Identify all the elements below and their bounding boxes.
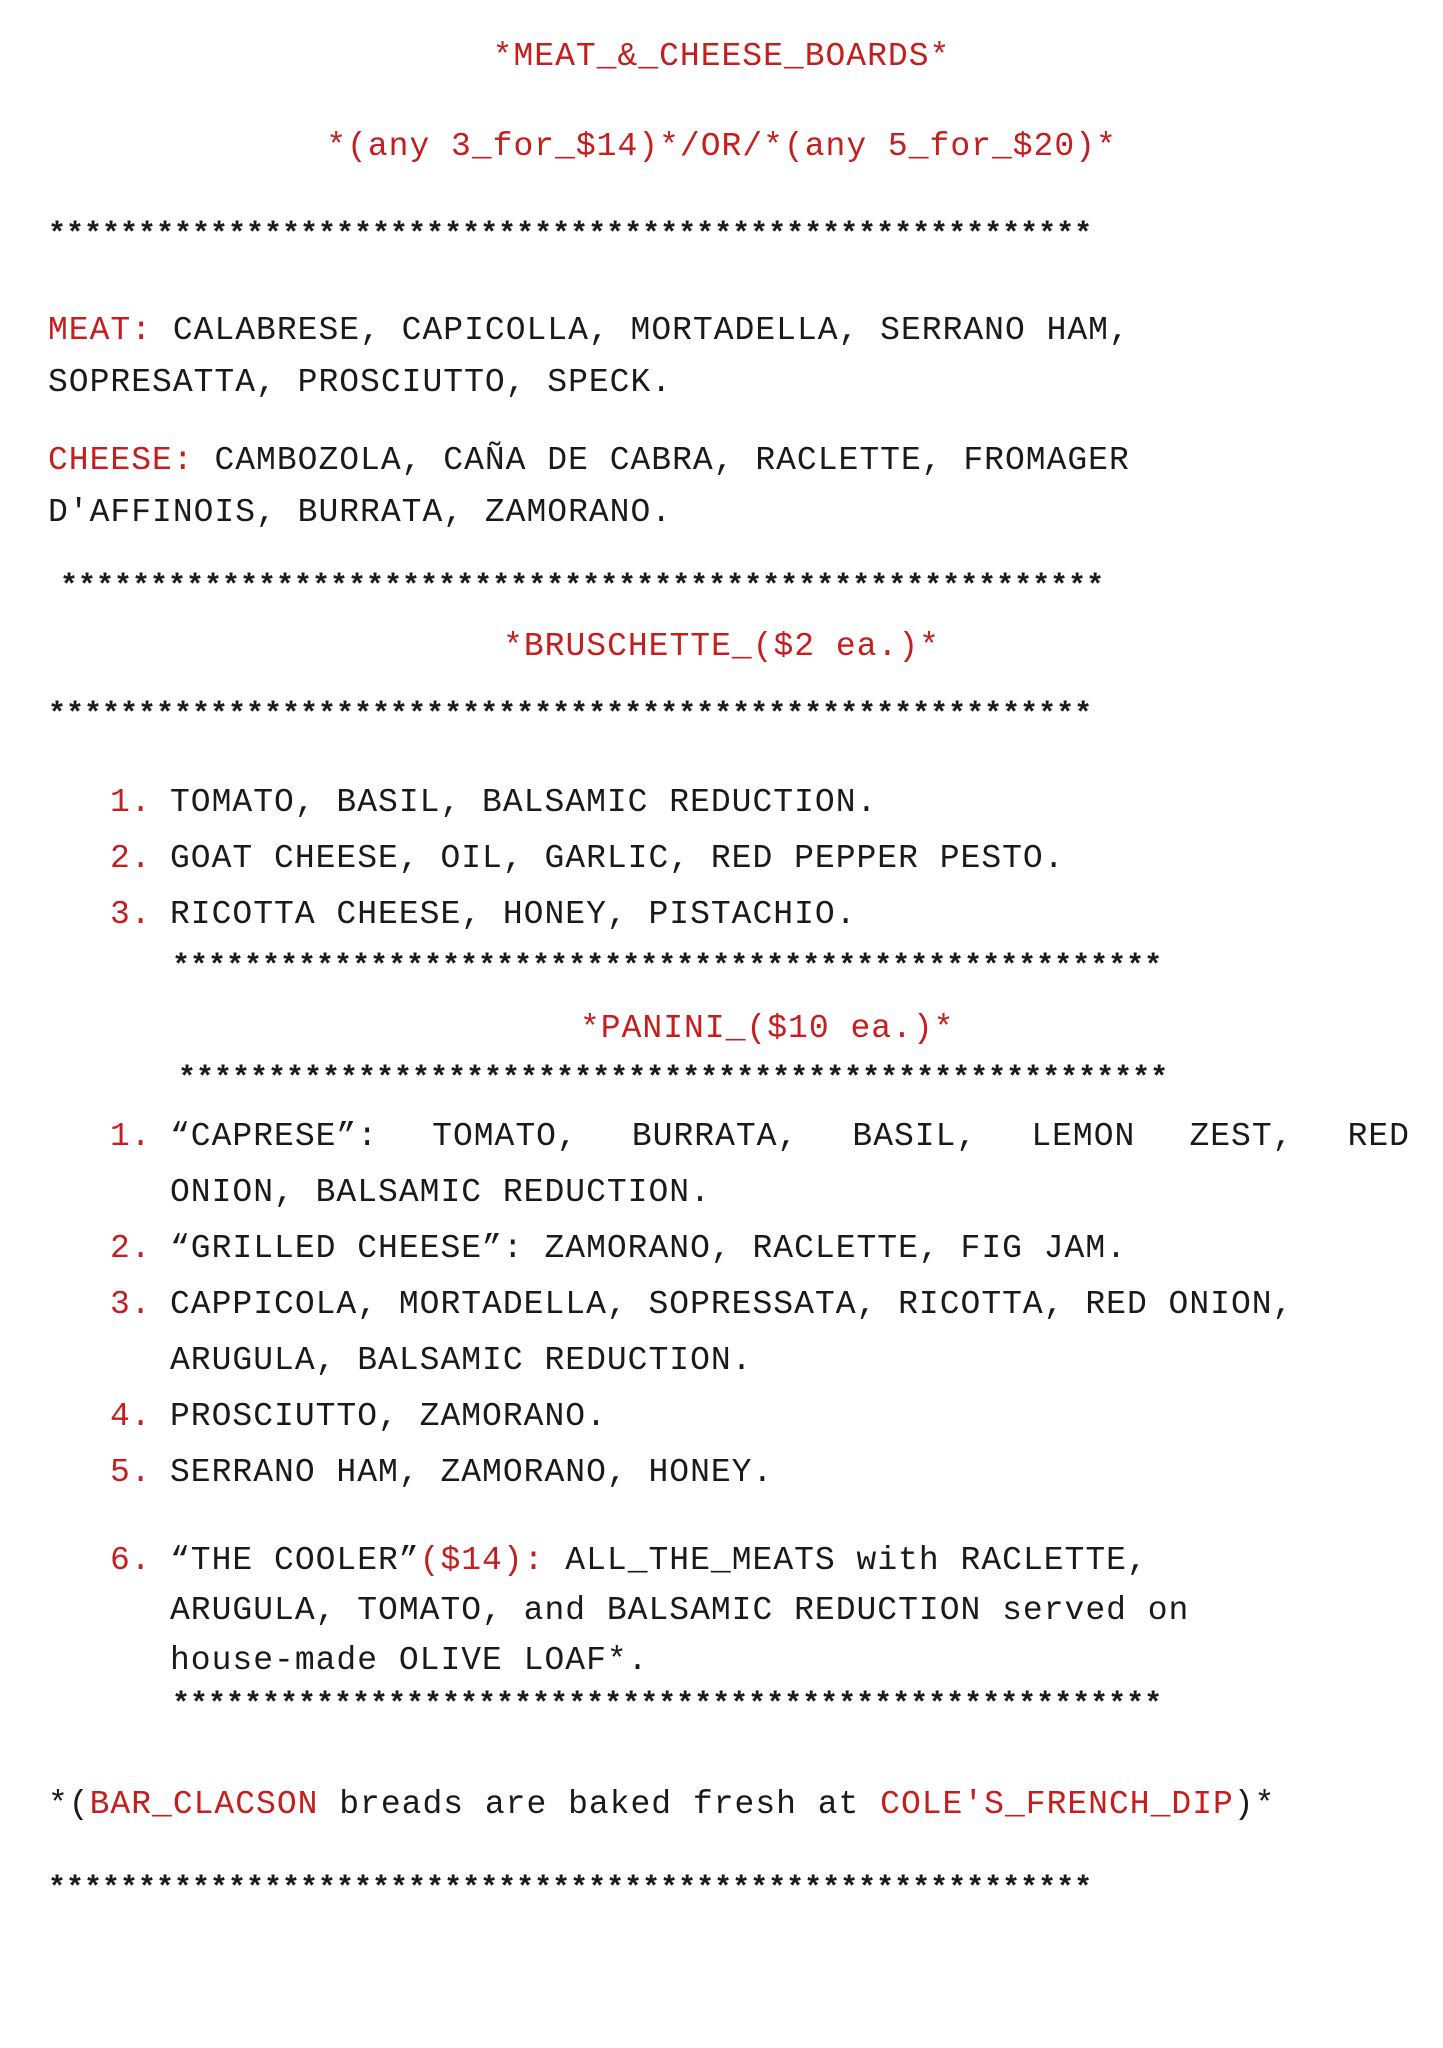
separator: ********************************************************** <box>48 1872 1093 1906</box>
word: ZEST, <box>1189 1118 1294 1155</box>
cheese-line-2: D'AFFINOIS, BURRATA, ZAMORANO. <box>48 494 673 531</box>
cheese-list: CAMBOZOLA, CAÑA DE CABRA, RACLETTE, FROMAGER <box>214 442 1130 479</box>
item-text: RICOTTA CHEESE, HONEY, PISTACHIO. <box>170 896 857 933</box>
item-number: 4. <box>110 1398 152 1435</box>
separator: ******************************************************* <box>172 1688 1163 1722</box>
meat-line-1 <box>48 312 1130 349</box>
bruschette-item-3 <box>110 896 857 933</box>
item-text: PROSCIUTTO, ZAMORANO. <box>170 1398 607 1435</box>
boards-title: *MEAT_&_CHEESE_BOARDS* <box>492 38 951 75</box>
item-price: ($14): <box>419 1542 545 1579</box>
cheese-label: CHEESE: <box>48 442 194 479</box>
boards-pricing: *(any 3_for_$14)*/OR/*(any 5_for_$20)* <box>326 128 1117 165</box>
panini-item-1-line-2: ONION, BALSAMIC REDUCTION. <box>170 1174 711 1211</box>
item-text: SERRANO HAM, ZAMORANO, HONEY. <box>170 1454 774 1491</box>
item-text <box>170 1118 1410 1155</box>
item-number: 3. <box>110 896 152 933</box>
word: TOMATO, <box>432 1118 578 1155</box>
word: LEMON <box>1031 1118 1136 1155</box>
item-name: “THE COOLER” <box>170 1542 420 1579</box>
meat-line-2: SOPRESATTA, PROSCIUTTO, SPECK. <box>48 364 673 401</box>
word: RED <box>1347 1118 1410 1155</box>
bruschette-item-1 <box>110 784 877 821</box>
item-number: 1. <box>110 784 152 821</box>
footer-middle: breads are baked fresh at <box>318 1786 881 1823</box>
panini-item-5 <box>110 1454 773 1491</box>
panini-item-3-line-2: ARUGULA, BALSAMIC REDUCTION. <box>170 1342 753 1379</box>
item-number: 3. <box>110 1286 152 1323</box>
bruschette-item-2 <box>110 840 1065 877</box>
item-number: 2. <box>110 1230 152 1267</box>
item-number: 1. <box>110 1118 152 1155</box>
word: BASIL, <box>852 1118 978 1155</box>
separator: ********************************************************** <box>60 570 1105 604</box>
cheese-line-1 <box>48 442 1130 479</box>
item-text: TOMATO, BASIL, BALSAMIC REDUCTION. <box>170 784 878 821</box>
item-text: “GRILLED CHEESE”: ZAMORANO, RACLETTE, FIG JAM. <box>170 1230 1127 1267</box>
item-number: 5. <box>110 1454 152 1491</box>
panini-item-3 <box>110 1286 1293 1323</box>
panini-item-6-line-2: ARUGULA, TOMATO, and BALSAMIC REDUCTION served on <box>170 1592 1190 1629</box>
item-number: 6. <box>110 1542 152 1579</box>
bar-clacson-name: BAR_CLACSON <box>89 1786 319 1823</box>
item-text: ALL_THE_MEATS with RACLETTE, <box>565 1542 1148 1579</box>
word: BURRATA, <box>631 1118 799 1155</box>
panini-item-4 <box>110 1398 607 1435</box>
coles-name: COLE'S_FRENCH_DIP <box>880 1786 1234 1823</box>
item-number: 2. <box>110 840 152 877</box>
panini-item-6-line-3: house-made OLIVE LOAF*. <box>170 1642 649 1679</box>
word: “CAPRESE”: <box>170 1118 379 1155</box>
panini-item-2 <box>110 1230 1127 1267</box>
item-text: CAPPICOLA, MORTADELLA, SOPRESSATA, RICOTTA, RED ONION, <box>170 1286 1294 1323</box>
meat-list: CALABRESE, CAPICOLLA, MORTADELLA, SERRANO HAM, <box>172 312 1130 349</box>
footer-close: )* <box>1233 1786 1276 1823</box>
separator: ********************************************************** <box>48 698 1093 732</box>
separator: ******************************************************* <box>178 1062 1169 1096</box>
separator: ******************************************************* <box>172 950 1163 984</box>
panini-title: *PANINI_($10 ea.)* <box>580 1010 955 1047</box>
item-text: GOAT CHEESE, OIL, GARLIC, RED PEPPER PESTO. <box>170 840 1065 877</box>
separator: ********************************************************** <box>48 218 1093 252</box>
meat-label: MEAT: <box>48 312 153 349</box>
panini-item-6 <box>110 1542 1148 1579</box>
bruschette-title: *BRUSCHETTE_($2 ea.)* <box>503 628 940 665</box>
footer-open: *( <box>48 1786 90 1823</box>
footer-note <box>48 1786 1275 1823</box>
